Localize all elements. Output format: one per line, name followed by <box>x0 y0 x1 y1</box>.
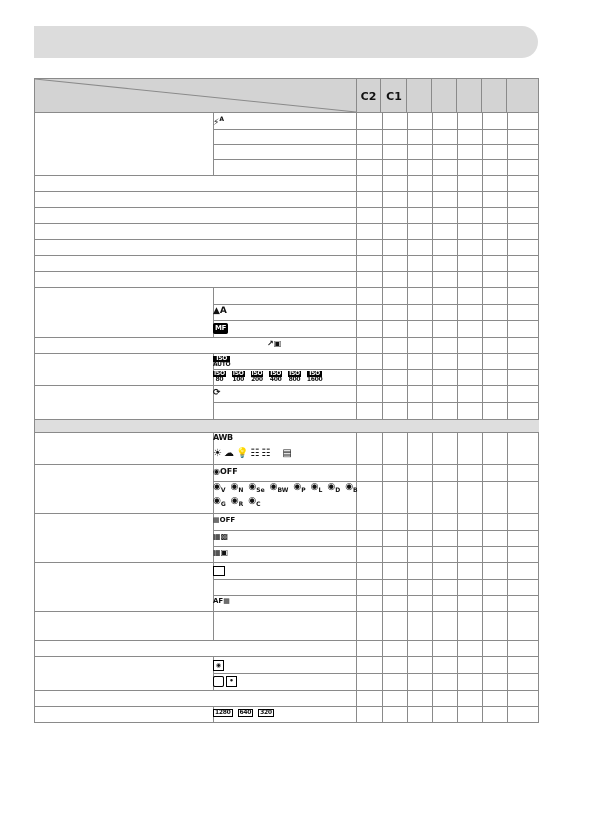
column-divider <box>407 514 408 562</box>
column-divider <box>432 612 433 640</box>
header-diagonal <box>35 79 357 112</box>
column-divider <box>507 176 508 191</box>
title-bar <box>34 26 538 58</box>
column-divider <box>356 691 357 706</box>
section-divider-row <box>35 420 539 433</box>
column-divider <box>538 288 539 337</box>
column-divider <box>432 208 433 223</box>
column-divider <box>356 641 357 656</box>
column-divider <box>538 338 539 353</box>
column-divider <box>457 641 458 656</box>
column-divider <box>432 338 433 353</box>
column-divider <box>432 707 433 722</box>
column-divider <box>407 256 408 271</box>
table-row <box>35 612 539 641</box>
column-divider <box>382 240 383 255</box>
column-divider <box>432 176 433 191</box>
column-divider <box>382 465 383 513</box>
sub-row-divider <box>213 144 539 145</box>
column-divider <box>457 707 458 722</box>
column-divider <box>407 224 408 239</box>
column-divider <box>482 641 483 656</box>
column-divider <box>407 691 408 706</box>
column-divider <box>382 256 383 271</box>
mode-column-c2: C2 <box>356 79 381 112</box>
column-divider <box>507 240 508 255</box>
table-row <box>35 240 539 256</box>
white-balance-presets-icon: ☀ ☁ 💡 ☷ ☷ ▤ <box>213 448 292 459</box>
column-divider <box>482 433 483 464</box>
column-divider <box>382 176 383 191</box>
single-drive-icon <box>213 566 225 576</box>
column-divider <box>482 707 483 722</box>
table-row <box>35 354 539 386</box>
table-row <box>35 192 539 208</box>
table-row <box>35 433 539 465</box>
my-colors-row1-icon: $◉_V$ $◉_N$ $◉_{Se}$ $◉_{BW}$ $◉_P$ $◉_L$ $◉_D$ $◉_B$ <box>213 482 358 494</box>
column-divider <box>482 176 483 191</box>
column-divider <box>538 707 539 722</box>
column-divider <box>356 338 357 353</box>
table-row <box>35 563 539 612</box>
column-divider <box>482 208 483 223</box>
column-divider <box>432 563 433 611</box>
column-divider <box>457 691 458 706</box>
column-divider <box>432 514 433 562</box>
iso-values-icon: ISO 80 ISO 100 ISO 200 ISO 400 ISO 800 ISO 1600 <box>214 370 323 383</box>
column-divider <box>457 465 458 513</box>
table-row <box>35 113 539 176</box>
my-colors-row2-icon: $◉_G$ $◉_R$ $◉_C$ <box>213 496 261 508</box>
column-divider <box>507 707 508 722</box>
sub-row-divider <box>213 304 539 305</box>
column-divider <box>382 208 383 223</box>
column-divider <box>507 288 508 337</box>
column-divider <box>482 272 483 287</box>
column-divider <box>482 465 483 513</box>
column-divider <box>407 433 408 464</box>
column-divider <box>356 224 357 239</box>
column-divider <box>507 563 508 611</box>
column-divider <box>432 465 433 513</box>
column-divider <box>382 707 383 722</box>
column-divider <box>507 256 508 271</box>
evaluative-metering-icon: ◉ <box>213 660 224 671</box>
column-divider <box>507 272 508 287</box>
column-divider <box>507 514 508 562</box>
bracket-ae-icon: ▦▩ <box>213 532 229 541</box>
column-divider <box>457 256 458 271</box>
column-divider <box>538 272 539 287</box>
column-divider <box>382 641 383 656</box>
mode-column-c1: C1 <box>382 79 407 112</box>
mode-column-5 <box>457 79 482 112</box>
table-row <box>35 707 539 723</box>
function-availability-table <box>34 78 539 723</box>
column-divider <box>432 433 433 464</box>
table-row <box>35 386 539 420</box>
table-row <box>35 465 539 514</box>
setting-column-divider <box>213 612 214 640</box>
column-divider <box>356 433 357 464</box>
column-divider <box>507 433 508 464</box>
table-row <box>35 288 539 338</box>
column-divider <box>432 224 433 239</box>
column-divider <box>407 288 408 337</box>
sub-row-divider <box>213 579 539 580</box>
column-divider <box>356 192 357 207</box>
red-eye-icon: ↗▣ <box>267 339 282 348</box>
column-divider <box>432 288 433 337</box>
table-row <box>35 224 539 240</box>
column-divider <box>538 563 539 611</box>
mode-column-4 <box>432 79 457 112</box>
column-divider <box>382 288 383 337</box>
column-divider <box>382 224 383 239</box>
sub-row-divider <box>213 481 539 482</box>
column-divider <box>407 176 408 191</box>
column-divider <box>356 612 357 640</box>
column-divider <box>538 641 539 656</box>
sub-row-divider <box>213 595 539 596</box>
column-divider <box>356 240 357 255</box>
table-row <box>35 272 539 288</box>
column-divider <box>432 641 433 656</box>
sub-row-divider <box>213 546 539 547</box>
bracket-focus-icon: ▦▣ <box>213 548 229 557</box>
sub-row-divider <box>213 320 539 321</box>
column-divider <box>457 208 458 223</box>
column-divider <box>507 208 508 223</box>
column-divider <box>382 563 383 611</box>
my-colors-off-icon: ◉OFF <box>213 467 238 476</box>
column-divider <box>538 256 539 271</box>
column-divider <box>482 240 483 255</box>
sub-row-divider <box>213 673 539 674</box>
table-header <box>35 79 539 113</box>
column-divider <box>507 691 508 706</box>
column-divider <box>356 563 357 611</box>
mode-column-6 <box>482 79 507 112</box>
column-divider <box>432 272 433 287</box>
column-divider <box>507 465 508 513</box>
column-divider <box>356 288 357 337</box>
column-divider <box>457 176 458 191</box>
column-divider <box>507 338 508 353</box>
column-divider <box>482 224 483 239</box>
af-continuous-icon: AF▦ <box>213 597 230 605</box>
column-divider <box>407 612 408 640</box>
sub-row-divider <box>213 402 539 403</box>
column-divider <box>507 612 508 640</box>
column-divider <box>507 192 508 207</box>
column-divider <box>407 465 408 513</box>
column-divider <box>407 707 408 722</box>
table-row <box>35 176 539 192</box>
mode-column-7 <box>507 79 539 112</box>
table-row <box>35 657 539 691</box>
column-divider <box>457 192 458 207</box>
column-divider <box>482 338 483 353</box>
iso-auto-icon: ISO AUTO <box>213 355 231 368</box>
awb-icon: AWB <box>213 433 233 442</box>
column-divider <box>457 240 458 255</box>
column-divider <box>538 612 539 640</box>
column-divider <box>482 691 483 706</box>
column-divider <box>457 224 458 239</box>
flash-auto-icon: ⚡$^A$ <box>213 116 224 128</box>
center-metering-icon: • <box>213 676 237 687</box>
mode-column-3 <box>407 79 432 112</box>
movie-size-icon: 1280 640 320 <box>215 709 272 716</box>
column-divider <box>407 641 408 656</box>
column-divider <box>538 465 539 513</box>
column-divider <box>407 272 408 287</box>
column-divider <box>432 240 433 255</box>
bracket-off-icon: ▦OFF <box>213 516 236 524</box>
column-divider <box>432 192 433 207</box>
mf-icon: MF <box>215 324 227 332</box>
column-divider <box>457 272 458 287</box>
column-divider <box>432 256 433 271</box>
table-row <box>35 641 539 657</box>
sub-row-divider <box>213 129 539 130</box>
sub-row-divider <box>213 159 539 160</box>
column-divider <box>356 256 357 271</box>
self-timer-icon: ⟳ <box>213 388 221 398</box>
column-divider <box>538 192 539 207</box>
column-divider <box>382 192 383 207</box>
table-row <box>35 338 539 354</box>
column-divider <box>382 514 383 562</box>
column-divider <box>382 338 383 353</box>
column-divider <box>457 563 458 611</box>
column-divider <box>432 691 433 706</box>
table-row <box>35 691 539 707</box>
column-divider <box>457 338 458 353</box>
sub-row-divider <box>213 530 539 531</box>
column-divider <box>407 563 408 611</box>
column-divider <box>407 192 408 207</box>
table-row <box>35 208 539 224</box>
column-divider <box>356 272 357 287</box>
column-divider <box>538 224 539 239</box>
column-divider <box>538 208 539 223</box>
column-divider <box>538 691 539 706</box>
column-divider <box>457 612 458 640</box>
column-divider <box>382 691 383 706</box>
column-divider <box>356 176 357 191</box>
column-divider <box>382 272 383 287</box>
column-divider <box>356 514 357 562</box>
column-divider <box>482 192 483 207</box>
column-divider <box>538 514 539 562</box>
table-row <box>35 514 539 563</box>
column-divider <box>507 641 508 656</box>
column-divider <box>482 563 483 611</box>
af-tracking-icon: ▲A <box>213 306 227 316</box>
column-divider <box>482 256 483 271</box>
table-body <box>35 113 539 723</box>
column-divider <box>482 514 483 562</box>
column-divider <box>356 707 357 722</box>
column-divider <box>457 514 458 562</box>
column-divider <box>407 240 408 255</box>
column-divider <box>407 208 408 223</box>
column-divider <box>482 288 483 337</box>
column-divider <box>538 240 539 255</box>
column-divider <box>356 208 357 223</box>
column-divider <box>457 433 458 464</box>
column-divider <box>507 224 508 239</box>
column-divider <box>382 433 383 464</box>
column-divider <box>382 612 383 640</box>
column-divider <box>457 288 458 337</box>
column-divider <box>482 612 483 640</box>
table-row <box>35 256 539 272</box>
column-divider <box>407 338 408 353</box>
column-divider <box>538 433 539 464</box>
column-divider <box>538 176 539 191</box>
